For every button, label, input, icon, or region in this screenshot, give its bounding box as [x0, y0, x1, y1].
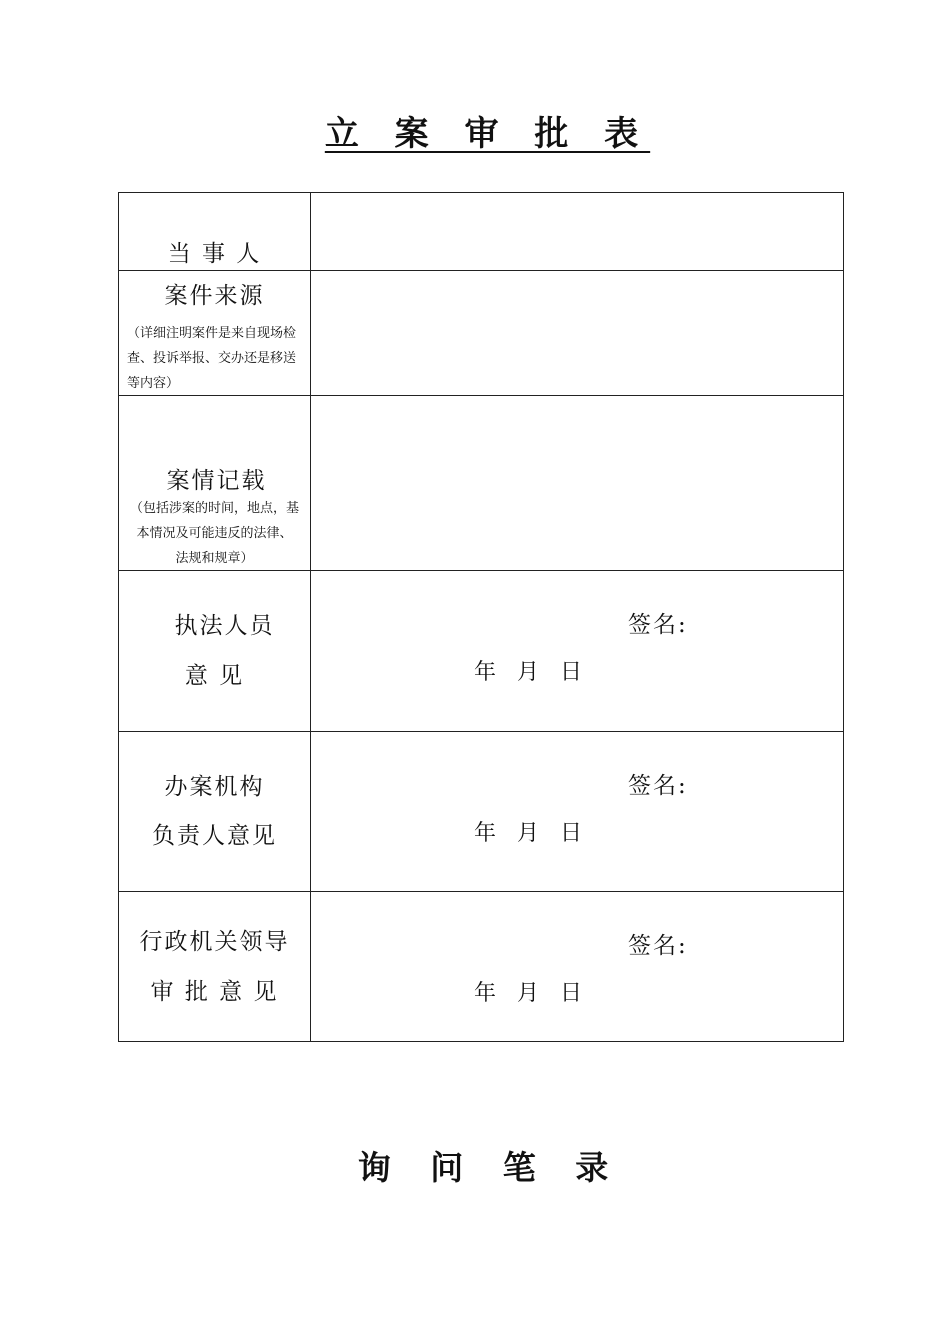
leader-signature-label: 签名:: [628, 933, 688, 959]
facts-note-line1: （包括涉案的时间，地点，基: [129, 501, 299, 516]
table-row-dept-head: [119, 732, 844, 892]
officer-signature-label: 签名:: [628, 612, 688, 638]
next-section-title: 询 问 笔 录: [357, 1148, 623, 1187]
facts-note-line2: 本情况及可能违反的法律、: [136, 526, 293, 541]
facts-value-field[interactable]: [311, 396, 844, 571]
dept-head-label-line2: 负责人意见: [152, 823, 277, 849]
document-title-text: 立 案 审 批 表: [324, 114, 651, 154]
approval-form-table: [118, 192, 844, 1042]
table-row-officer: [119, 571, 844, 732]
source-value-field[interactable]: [311, 271, 844, 396]
source-label-cell: [119, 271, 311, 396]
dept-head-signature-label: 签名:: [628, 773, 688, 799]
leader-value-field[interactable]: [311, 892, 844, 1042]
dept-head-label-line1: 办案机构: [164, 774, 265, 800]
dept-head-label-cell: [119, 732, 311, 892]
facts-note-line3: 法规和规章）: [175, 551, 254, 566]
leader-label-cell: [119, 892, 311, 1042]
officer-label-line2: 意 见: [184, 663, 245, 689]
table-row-source: [119, 271, 844, 396]
party-value-field[interactable]: [311, 193, 844, 271]
party-label: 当 事 人: [167, 241, 262, 267]
leader-label-line1: 行政机关领导: [139, 929, 290, 955]
table-row-leader: [119, 892, 844, 1042]
dept-head-date-line: 年 月 日: [474, 821, 582, 846]
table-row-facts: [119, 396, 844, 571]
officer-label-line1: 执法人员: [174, 613, 275, 639]
leader-date-line: 年 月 日: [474, 981, 582, 1006]
leader-label-line2: 审 批 意 见: [150, 979, 279, 1005]
source-label: 案件来源: [164, 283, 265, 309]
table-row-party: [119, 193, 844, 271]
source-note: （详细注明案件是来自现场检查、投诉举报、交办还是移送等内容）: [127, 326, 297, 391]
document-title: [0, 112, 950, 156]
officer-date-line: 年 月 日: [474, 660, 582, 685]
dept-head-value-field[interactable]: [311, 732, 844, 892]
facts-label-cell: [119, 396, 311, 571]
facts-label: 案情记载: [166, 468, 267, 494]
officer-label-cell: [119, 571, 311, 732]
party-label-cell: [119, 193, 311, 271]
officer-value-field[interactable]: [311, 571, 844, 732]
